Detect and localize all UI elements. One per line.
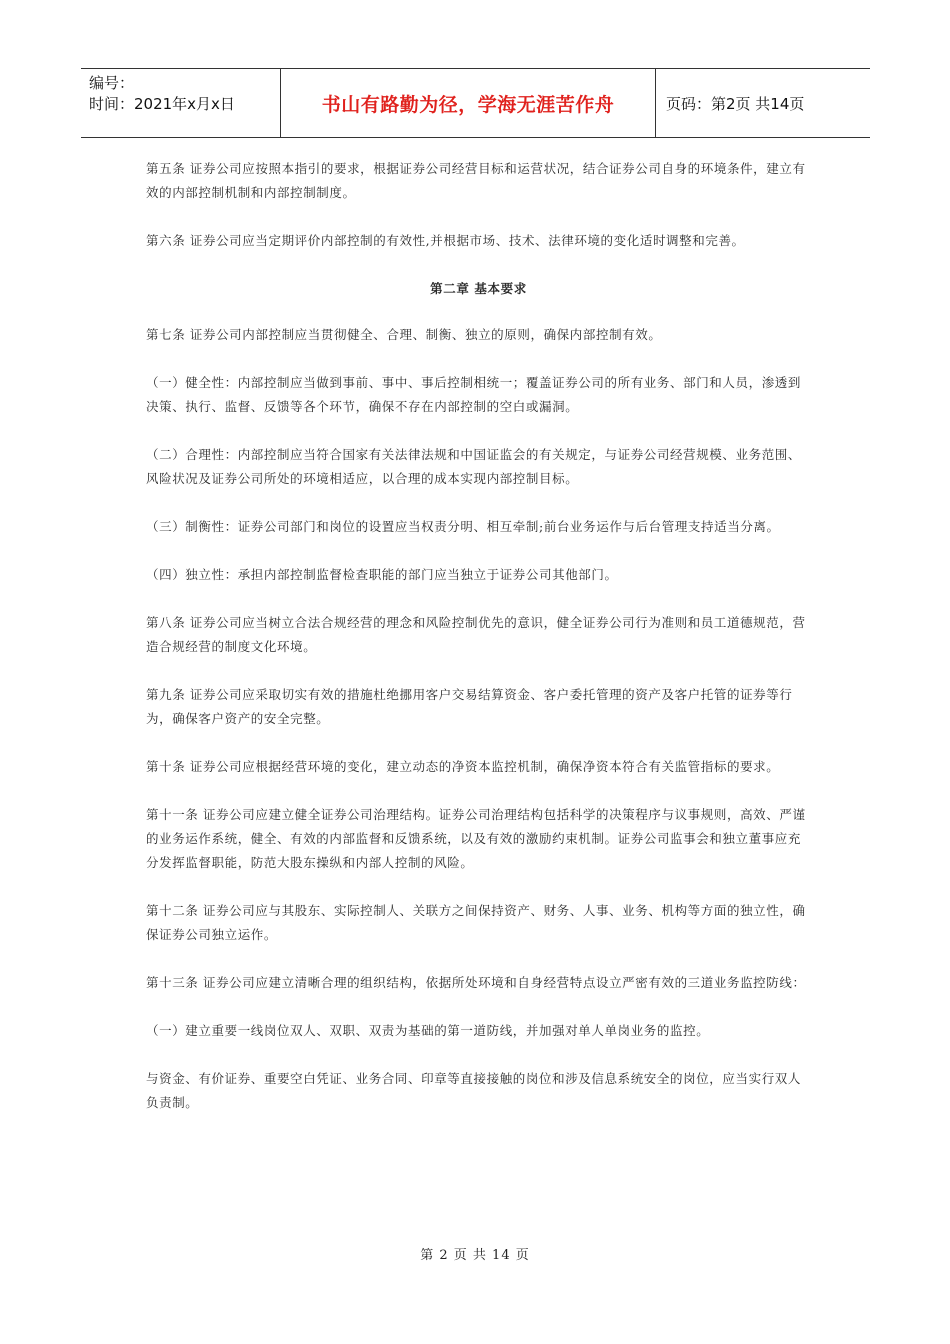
paragraph-article-12: 第十二条 证券公司应与其股东、实际控制人、关联方之间保持资产、财务、人事、业务、机构等方面的独立性，确保证券公司独立运作。 xyxy=(146,903,806,942)
paragraph-item-4: （四）独立性：承担内部控制监督检查职能的部门应当独立于证券公司其他部门。 xyxy=(146,567,618,582)
paragraph-article-13: 第十三条 证券公司应建立清晰合理的组织结构，依据所处环境和自身经营特点设立严密有效的三道业务监控防线： xyxy=(146,975,806,990)
paragraph-article-8: 第八条 证券公司应当树立合法合规经营的理念和风险控制优先的意识，健全证券公司行为准则和员工道德规范，营造合规经营的制度文化环境。 xyxy=(146,615,806,654)
chapter-title: 第二章 基本要求 xyxy=(430,281,527,296)
header-page-info: 页码：第2页 共14页 xyxy=(666,94,805,113)
paragraph-article-5: 第五条 证券公司应按照本指引的要求，根据证券公司经营目标和运营状况，结合证券公司自身的环境条件，建立有效的内部控制机制和内部控制制度。 xyxy=(146,161,806,200)
paragraph-article-10: 第十条 证券公司应根据经营环境的变化，建立动态的净资本监控机制，确保净资本符合有关监管指标的要求。 xyxy=(146,759,780,774)
header-meta xyxy=(81,69,281,137)
paragraph-article-7: 第七条 证券公司内部控制应当贯彻健全、合理、制衡、独立的原则，确保内部控制有效。 xyxy=(146,327,662,342)
page-footer: 第 2 页 共 14 页 xyxy=(420,1248,530,1263)
paragraph-item-1: （一）健全性：内部控制应当做到事前、事中、事后控制相统一；覆盖证券公司的所有业务、部门和人员，渗透到决策、执行、监督、反馈等各个环节，确保不存在内部控制的空白或漏洞。 xyxy=(146,375,802,414)
paragraph-article-6: 第六条 证券公司应当定期评价内部控制的有效性,并根据市场、技术、法律环境的变化适时调整和完善。 xyxy=(146,233,745,248)
date-text: 时间：2021年x月x日 xyxy=(89,95,235,113)
paragraph-dual-responsibility: 与资金、有价证券、重要空白凭证、业务合同、印章等直接接触的岗位和涉及信息系统安全的岗位，应当实行双人负责制。 xyxy=(146,1071,802,1110)
paragraph-article-11: 第十一条 证券公司应建立健全证券公司治理结构。证券公司治理结构包括科学的决策程序与议事规则，高效、严谨的业务运作系统，健全、有效的内部监督和反馈系统，以及有效的激励约束机制。证券公司监事会和独立董事应充分发挥监督职能，防范大股东操纵和内部人控制的风险。 xyxy=(146,807,806,870)
paragraph-article-9: 第九条 证券公司应采取切实有效的措施杜绝挪用客户交易结算资金、客户委托管理的资产及客户托管的证券等行为，确保客户资产的安全完整。 xyxy=(146,687,793,726)
paragraph-defense-line-1: （一）建立重要一线岗位双人、双职、双责为基础的第一道防线，并加强对单人单岗业务的监控。 xyxy=(146,1023,710,1038)
page-header xyxy=(81,68,870,138)
header-motto: 书山有路勤为径，学海无涯苦作舟 xyxy=(281,69,656,137)
document-body xyxy=(146,157,811,1139)
paragraph-item-2: （二）合理性：内部控制应当符合国家有关法律法规和中国证监会的有关规定，与证券公司经营规模、业务范围、风险状况及证券公司所处的环境相适应，以合理的成本实现内部控制目标。 xyxy=(146,447,802,486)
paragraph-item-3: （三）制衡性：证券公司部门和岗位的设置应当权责分明、相互牵制;前台业务运作与后台管理支持适当分离。 xyxy=(146,519,780,534)
serial-number-label: 编号： xyxy=(89,74,135,92)
